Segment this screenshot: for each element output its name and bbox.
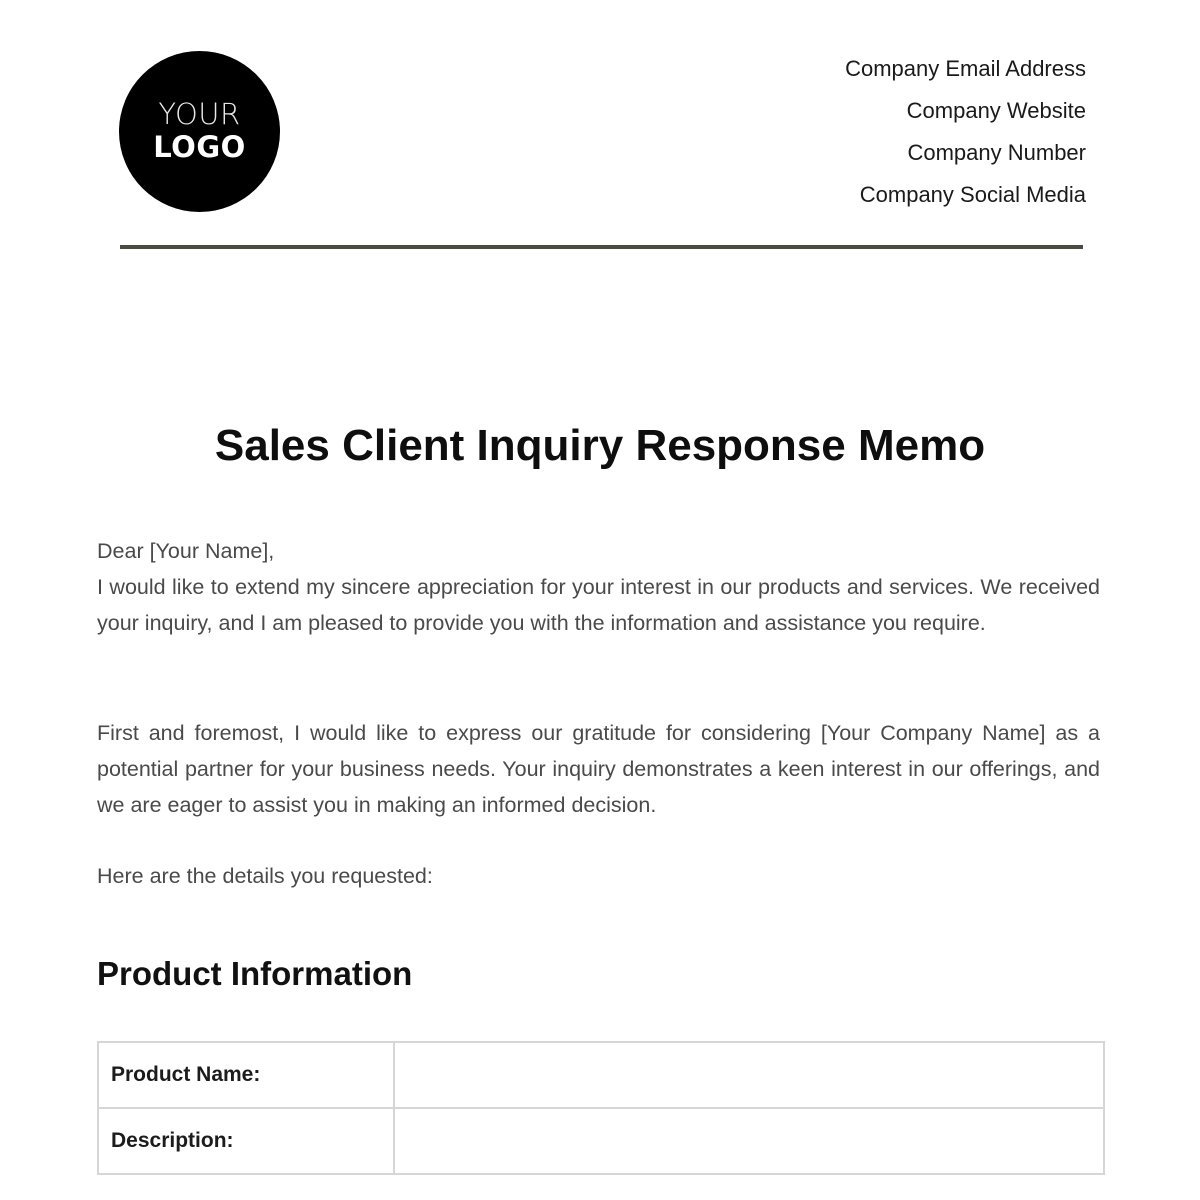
product-name-label: Product Name: [98,1042,394,1108]
company-number: Company Number [907,140,1086,165]
logo-text-line1: YOUR [158,97,241,131]
greeting: Dear [Your Name], [97,539,275,563]
header-divider [120,245,1083,249]
company-contact-block [845,55,1086,223]
document-title: Sales Client Inquiry Response Memo [214,421,986,470]
company-email: Company Email Address [845,56,1086,81]
paragraph-gratitude: First and foremost, I would like to express our gratitude for considering [Your Company Name] as a potential partner for your business needs. Your inquiry demonstrates a keen interest in our offerings, and we are eager to assist you in making an informed decision. [97,721,1100,817]
product-name-value[interactable] [394,1042,1104,1108]
description-value[interactable] [394,1108,1104,1174]
logo-text-line2: LOGO [153,130,246,164]
company-social-media: Company Social Media [859,182,1086,207]
section-heading-product-information: Product Information [97,955,413,992]
product-information-table [97,1041,1105,1175]
table-row [98,1042,1104,1108]
company-logo [119,51,280,212]
paragraph-details-intro: Here are the details you requested: [97,864,433,888]
paragraph-appreciation: I would like to extend my sincere appreciation for your interest in our products and services. We received your inquiry, and I am pleased to provide you with the information and assistance you require. [97,575,1100,635]
company-website: Company Website [906,98,1086,123]
description-label: Description: [98,1108,394,1174]
table-row [98,1108,1104,1174]
